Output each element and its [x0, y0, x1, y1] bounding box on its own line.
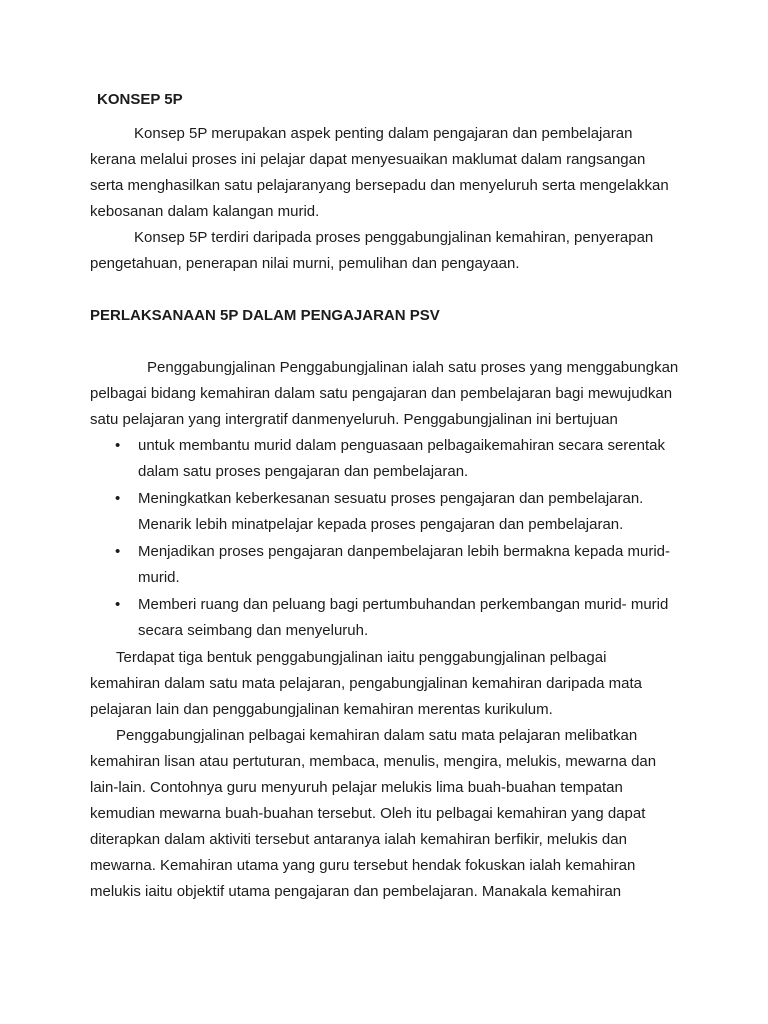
text-line: untuk membantu murid dalam penguasaan pelbagaikemahiran secara serentak [138, 437, 665, 454]
text-line: kemudian mewarna buah-buahan tersebut. Oleh itu pelbagai kemahiran yang dapat [90, 805, 646, 822]
text-line: pelbagai bidang kemahiran dalam satu pengajaran dan pembelajaran bagi mewujudkan [90, 385, 673, 402]
text-line: murid. [138, 569, 180, 586]
heading-konsep-5p: KONSEP 5P [97, 91, 183, 108]
text-line: kebosanan dalam kalangan murid. [90, 203, 320, 220]
text-line: dalam satu proses pengajaran dan pembelajaran. [138, 463, 469, 480]
text-line: Memberi ruang dan peluang bagi pertumbuhandan perkembangan murid- murid [138, 596, 669, 613]
text-line: secara seimbang dan menyeluruh. [138, 622, 369, 639]
text-line: kerana melalui proses ini pelajar dapat menyesuaikan maklumat dalam rangsangan [90, 151, 646, 168]
text-line: Meningkatkan keberkesanan sesuatu proses pengajaran dan pembelajaran. [138, 490, 644, 507]
text-line: Penggabungjalinan Penggabungjalinan ialah satu proses yang menggabungkan [147, 359, 679, 376]
text-line: kemahiran lisan atau pertuturan, membaca, menulis, mengira, melukis, mewarna dan [90, 753, 657, 770]
bullet-icon: • [115, 490, 121, 507]
text-line: serta menghasilkan satu pelajaranyang bersepadu dan menyeluruh serta mengelakkan [90, 177, 669, 194]
text-line: Penggabungjalinan pelbagai kemahiran dalam satu mata pelajaran melibatkan [116, 727, 638, 744]
text-line: satu pelajaran yang intergratif danmenyeluruh. Penggabungjalinan ini bertujuan [90, 411, 618, 428]
heading-perlaksanaan: PERLAKSANAAN 5P DALAM PENGAJARAN PSV [90, 307, 440, 324]
text-line: Konsep 5P terdiri daripada proses penggabungjalinan kemahiran, penyerapan [134, 229, 654, 246]
text-line: melukis iaitu objektif utama pengajaran dan pembelajaran. Manakala kemahiran [90, 883, 622, 900]
text-line: mewarna. Kemahiran utama yang guru tersebut hendak fokuskan ialah kemahiran [90, 857, 636, 874]
bullet-icon: • [115, 543, 121, 560]
text-line: Konsep 5P merupakan aspek penting dalam pengajaran dan pembelajaran [134, 125, 633, 142]
text-line: lain-lain. Contohnya guru menyuruh pelajar melukis lima buah-buahan tempatan [90, 779, 623, 796]
text-line: diterapkan dalam aktiviti tersebut antaranya ialah kemahiran berfikir, melukis dan [90, 831, 627, 848]
text-line: pelajaran lain dan penggabungjalinan kemahiran merentas kurikulum. [90, 701, 553, 718]
bullet-icon: • [115, 437, 121, 454]
text-line: kemahiran dalam satu mata pelajaran, pengabungjalinan kemahiran daripada mata [90, 675, 643, 692]
text-line: Terdapat tiga bentuk penggabungjalinan iaitu penggabungjalinan pelbagai [116, 649, 607, 666]
text-line: Menjadikan proses pengajaran danpembelajaran lebih bermakna kepada murid- [138, 543, 671, 560]
text-line: Menarik lebih minatpelajar kepada proses pengajaran dan pembelajaran. [138, 516, 624, 533]
text-line: pengetahuan, penerapan nilai murni, pemulihan dan pengayaan. [90, 255, 520, 272]
bullet-icon: • [115, 596, 121, 613]
